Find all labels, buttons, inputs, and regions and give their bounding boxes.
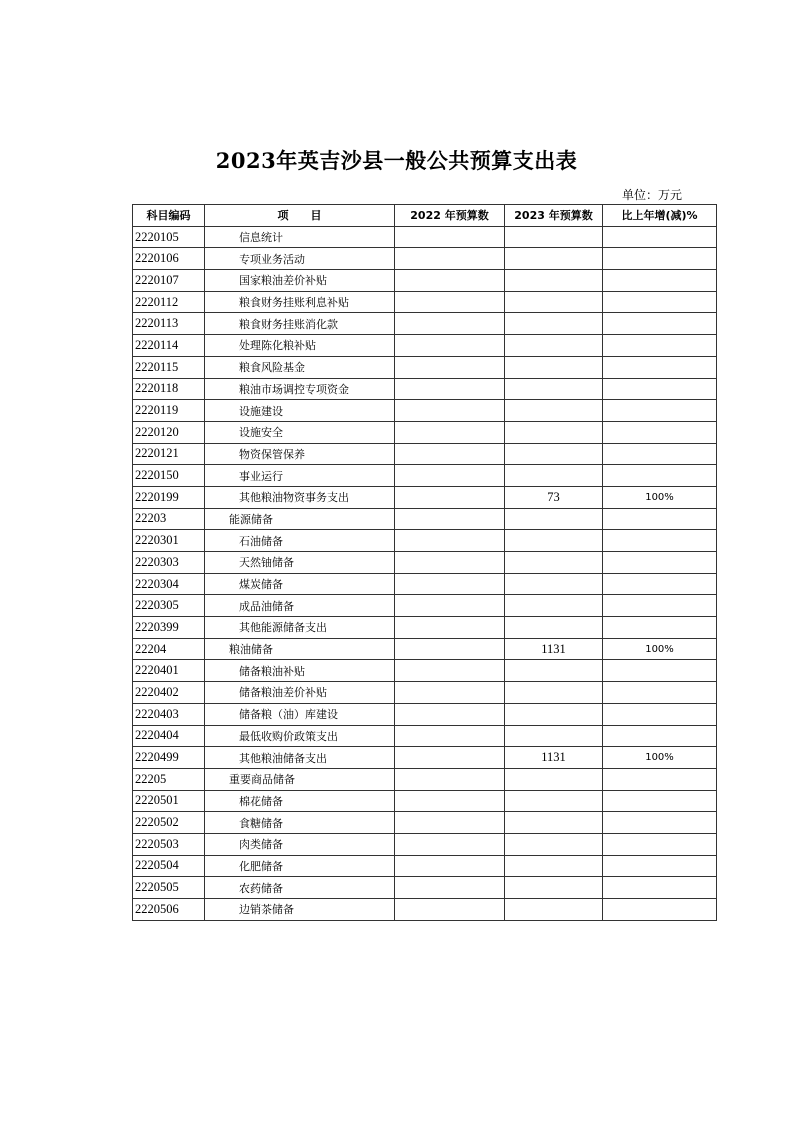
cell-2022-budget	[395, 573, 505, 595]
table-row	[133, 812, 717, 834]
cell-change-percent	[603, 833, 717, 855]
cell-2023-budget	[505, 595, 603, 617]
cell-2022-budget	[395, 248, 505, 270]
cell-change-percent	[603, 465, 717, 487]
cell-2022-budget	[395, 270, 505, 292]
cell-code: 2220114	[133, 335, 205, 357]
cell-change-percent	[603, 248, 717, 270]
cell-item-name: 处理陈化粮补贴	[205, 335, 395, 357]
cell-item-name: 成品油储备	[205, 595, 395, 617]
cell-change-percent: 100%	[603, 747, 717, 769]
cell-change-percent	[603, 725, 717, 747]
cell-change-percent	[603, 573, 717, 595]
table-row	[133, 747, 717, 769]
cell-change-percent	[603, 855, 717, 877]
cell-item-name: 信息统计	[205, 226, 395, 248]
cell-item-name: 农药储备	[205, 877, 395, 899]
cell-2023-budget	[505, 877, 603, 899]
cell-item-name: 粮食财务挂账消化款	[205, 313, 395, 335]
cell-2023-budget	[505, 356, 603, 378]
table-header-row	[133, 205, 717, 227]
table-row	[133, 313, 717, 335]
cell-2023-budget	[505, 378, 603, 400]
table-row	[133, 486, 717, 508]
cell-2022-budget	[395, 530, 505, 552]
cell-2022-budget	[395, 660, 505, 682]
cell-change-percent	[603, 335, 717, 357]
cell-2023-budget	[505, 855, 603, 877]
cell-2022-budget	[395, 595, 505, 617]
cell-change-percent	[603, 703, 717, 725]
cell-code: 2220399	[133, 617, 205, 639]
cell-code: 2220121	[133, 443, 205, 465]
table-row	[133, 443, 717, 465]
cell-change-percent	[603, 660, 717, 682]
cell-item-name: 重要商品储备	[205, 768, 395, 790]
cell-2022-budget	[395, 833, 505, 855]
cell-2023-budget	[505, 703, 603, 725]
table-row	[133, 682, 717, 704]
cell-code: 2220119	[133, 400, 205, 422]
table-row	[133, 899, 717, 921]
table-row	[133, 660, 717, 682]
cell-code: 2220506	[133, 899, 205, 921]
unit-label: 单位：万元	[622, 188, 683, 202]
cell-code: 2220115	[133, 356, 205, 378]
table-row	[133, 421, 717, 443]
cell-2023-budget	[505, 899, 603, 921]
cell-item-name: 食糖储备	[205, 812, 395, 834]
table-row	[133, 552, 717, 574]
table-row	[133, 291, 717, 313]
cell-2023-budget	[505, 530, 603, 552]
page-title: 2023年英吉沙县一般公共预算支出表	[215, 148, 578, 173]
cell-code: 2220403	[133, 703, 205, 725]
cell-2023-budget: 1131	[505, 747, 603, 769]
header-item: 项 目	[205, 205, 395, 227]
cell-2023-budget	[505, 812, 603, 834]
cell-change-percent	[603, 812, 717, 834]
cell-2023-budget	[505, 617, 603, 639]
cell-2022-budget	[395, 291, 505, 313]
cell-2022-budget	[395, 617, 505, 639]
cell-change-percent	[603, 682, 717, 704]
cell-code: 2220305	[133, 595, 205, 617]
cell-change-percent	[603, 443, 717, 465]
cell-2023-budget	[505, 552, 603, 574]
cell-item-name: 天然铀储备	[205, 552, 395, 574]
cell-item-name: 最低收购价政策支出	[205, 725, 395, 747]
cell-code: 2220301	[133, 530, 205, 552]
cell-2023-budget	[505, 270, 603, 292]
cell-code: 2220499	[133, 747, 205, 769]
table-row	[133, 226, 717, 248]
header-code: 科目编码	[133, 205, 205, 227]
cell-2022-budget	[395, 313, 505, 335]
cell-2023-budget	[505, 833, 603, 855]
table-row	[133, 877, 717, 899]
cell-item-name: 设施安全	[205, 421, 395, 443]
cell-2023-budget	[505, 768, 603, 790]
table-row	[133, 378, 717, 400]
cell-code: 2220106	[133, 248, 205, 270]
cell-item-name: 国家粮油差价补贴	[205, 270, 395, 292]
cell-item-name: 粮食财务挂账利息补贴	[205, 291, 395, 313]
cell-2023-budget	[505, 573, 603, 595]
cell-item-name: 化肥储备	[205, 855, 395, 877]
cell-2023-budget	[505, 790, 603, 812]
table-row	[133, 508, 717, 530]
cell-2023-budget	[505, 226, 603, 248]
table-row	[133, 465, 717, 487]
table-row	[133, 356, 717, 378]
cell-2022-budget	[395, 356, 505, 378]
cell-code: 2220113	[133, 313, 205, 335]
table-row	[133, 638, 717, 660]
cell-change-percent	[603, 595, 717, 617]
table-row	[133, 768, 717, 790]
cell-2023-budget	[505, 335, 603, 357]
cell-2023-budget: 73	[505, 486, 603, 508]
cell-2022-budget	[395, 812, 505, 834]
table-row	[133, 790, 717, 812]
cell-code: 22204	[133, 638, 205, 660]
cell-change-percent	[603, 313, 717, 335]
cell-item-name: 其他粮油储备支出	[205, 747, 395, 769]
cell-code: 2220118	[133, 378, 205, 400]
cell-code: 2220401	[133, 660, 205, 682]
cell-change-percent	[603, 226, 717, 248]
cell-2023-budget	[505, 725, 603, 747]
cell-change-percent	[603, 356, 717, 378]
header-2022-budget: 2022 年预算数	[395, 205, 505, 227]
cell-2023-budget	[505, 421, 603, 443]
cell-item-name: 能源储备	[205, 508, 395, 530]
cell-item-name: 事业运行	[205, 465, 395, 487]
cell-2023-budget	[505, 508, 603, 530]
budget-table	[132, 204, 717, 921]
cell-change-percent	[603, 421, 717, 443]
cell-code: 2220505	[133, 877, 205, 899]
cell-2023-budget	[505, 291, 603, 313]
cell-item-name: 粮油储备	[205, 638, 395, 660]
cell-2022-budget	[395, 725, 505, 747]
cell-2022-budget	[395, 747, 505, 769]
cell-change-percent: 100%	[603, 638, 717, 660]
cell-change-percent	[603, 400, 717, 422]
cell-2022-budget	[395, 400, 505, 422]
cell-item-name: 粮食风险基金	[205, 356, 395, 378]
table-row	[133, 725, 717, 747]
cell-2022-budget	[395, 421, 505, 443]
cell-code: 2220112	[133, 291, 205, 313]
table-row	[133, 248, 717, 270]
cell-change-percent	[603, 530, 717, 552]
cell-2023-budget	[505, 248, 603, 270]
cell-item-name: 设施建设	[205, 400, 395, 422]
cell-2023-budget	[505, 682, 603, 704]
cell-2023-budget	[505, 465, 603, 487]
cell-item-name: 石油储备	[205, 530, 395, 552]
cell-2022-budget	[395, 465, 505, 487]
header-change-percent: 比上年增(减)%	[603, 205, 717, 227]
cell-item-name: 煤炭储备	[205, 573, 395, 595]
cell-2022-budget	[395, 682, 505, 704]
cell-2023-budget: 1131	[505, 638, 603, 660]
cell-item-name: 边销茶储备	[205, 899, 395, 921]
table-row	[133, 703, 717, 725]
cell-2022-budget	[395, 226, 505, 248]
cell-change-percent	[603, 552, 717, 574]
cell-2022-budget	[395, 335, 505, 357]
cell-2023-budget	[505, 400, 603, 422]
cell-code: 2220150	[133, 465, 205, 487]
cell-change-percent	[603, 270, 717, 292]
cell-change-percent	[603, 877, 717, 899]
table-row	[133, 573, 717, 595]
table-row	[133, 595, 717, 617]
cell-code: 2220501	[133, 790, 205, 812]
cell-item-name: 其他粮油物资事务支出	[205, 486, 395, 508]
table-row	[133, 833, 717, 855]
cell-2022-budget	[395, 768, 505, 790]
cell-2023-budget	[505, 443, 603, 465]
cell-2022-budget	[395, 855, 505, 877]
cell-item-name: 其他能源储备支出	[205, 617, 395, 639]
cell-item-name: 肉类储备	[205, 833, 395, 855]
cell-2022-budget	[395, 638, 505, 660]
cell-code: 2220502	[133, 812, 205, 834]
cell-2022-budget	[395, 877, 505, 899]
cell-item-name: 专项业务活动	[205, 248, 395, 270]
cell-code: 2220504	[133, 855, 205, 877]
cell-code: 22203	[133, 508, 205, 530]
cell-2022-budget	[395, 486, 505, 508]
cell-code: 2220402	[133, 682, 205, 704]
cell-item-name: 储备粮油补贴	[205, 660, 395, 682]
cell-item-name: 物资保管保养	[205, 443, 395, 465]
cell-change-percent	[603, 899, 717, 921]
cell-code: 2220120	[133, 421, 205, 443]
cell-code: 2220199	[133, 486, 205, 508]
cell-code: 2220404	[133, 725, 205, 747]
header-2023-budget: 2023 年预算数	[505, 205, 603, 227]
cell-change-percent	[603, 790, 717, 812]
table-row	[133, 617, 717, 639]
cell-2022-budget	[395, 378, 505, 400]
table-row	[133, 530, 717, 552]
cell-code: 22205	[133, 768, 205, 790]
cell-item-name: 棉花储备	[205, 790, 395, 812]
cell-code: 2220105	[133, 226, 205, 248]
cell-item-name: 粮油市场调控专项资金	[205, 378, 395, 400]
cell-2022-budget	[395, 899, 505, 921]
cell-code: 2220107	[133, 270, 205, 292]
table-row	[133, 270, 717, 292]
cell-2022-budget	[395, 790, 505, 812]
cell-code: 2220304	[133, 573, 205, 595]
table-row	[133, 335, 717, 357]
cell-change-percent	[603, 508, 717, 530]
cell-2022-budget	[395, 552, 505, 574]
cell-code: 2220303	[133, 552, 205, 574]
cell-item-name: 储备粮（油）库建设	[205, 703, 395, 725]
cell-code: 2220503	[133, 833, 205, 855]
cell-2022-budget	[395, 508, 505, 530]
cell-change-percent	[603, 378, 717, 400]
cell-item-name: 储备粮油差价补贴	[205, 682, 395, 704]
cell-2022-budget	[395, 703, 505, 725]
table-row	[133, 855, 717, 877]
cell-2023-budget	[505, 660, 603, 682]
cell-change-percent	[603, 768, 717, 790]
cell-change-percent: 100%	[603, 486, 717, 508]
cell-2023-budget	[505, 313, 603, 335]
cell-change-percent	[603, 617, 717, 639]
cell-change-percent	[603, 291, 717, 313]
table-row	[133, 400, 717, 422]
cell-2022-budget	[395, 443, 505, 465]
